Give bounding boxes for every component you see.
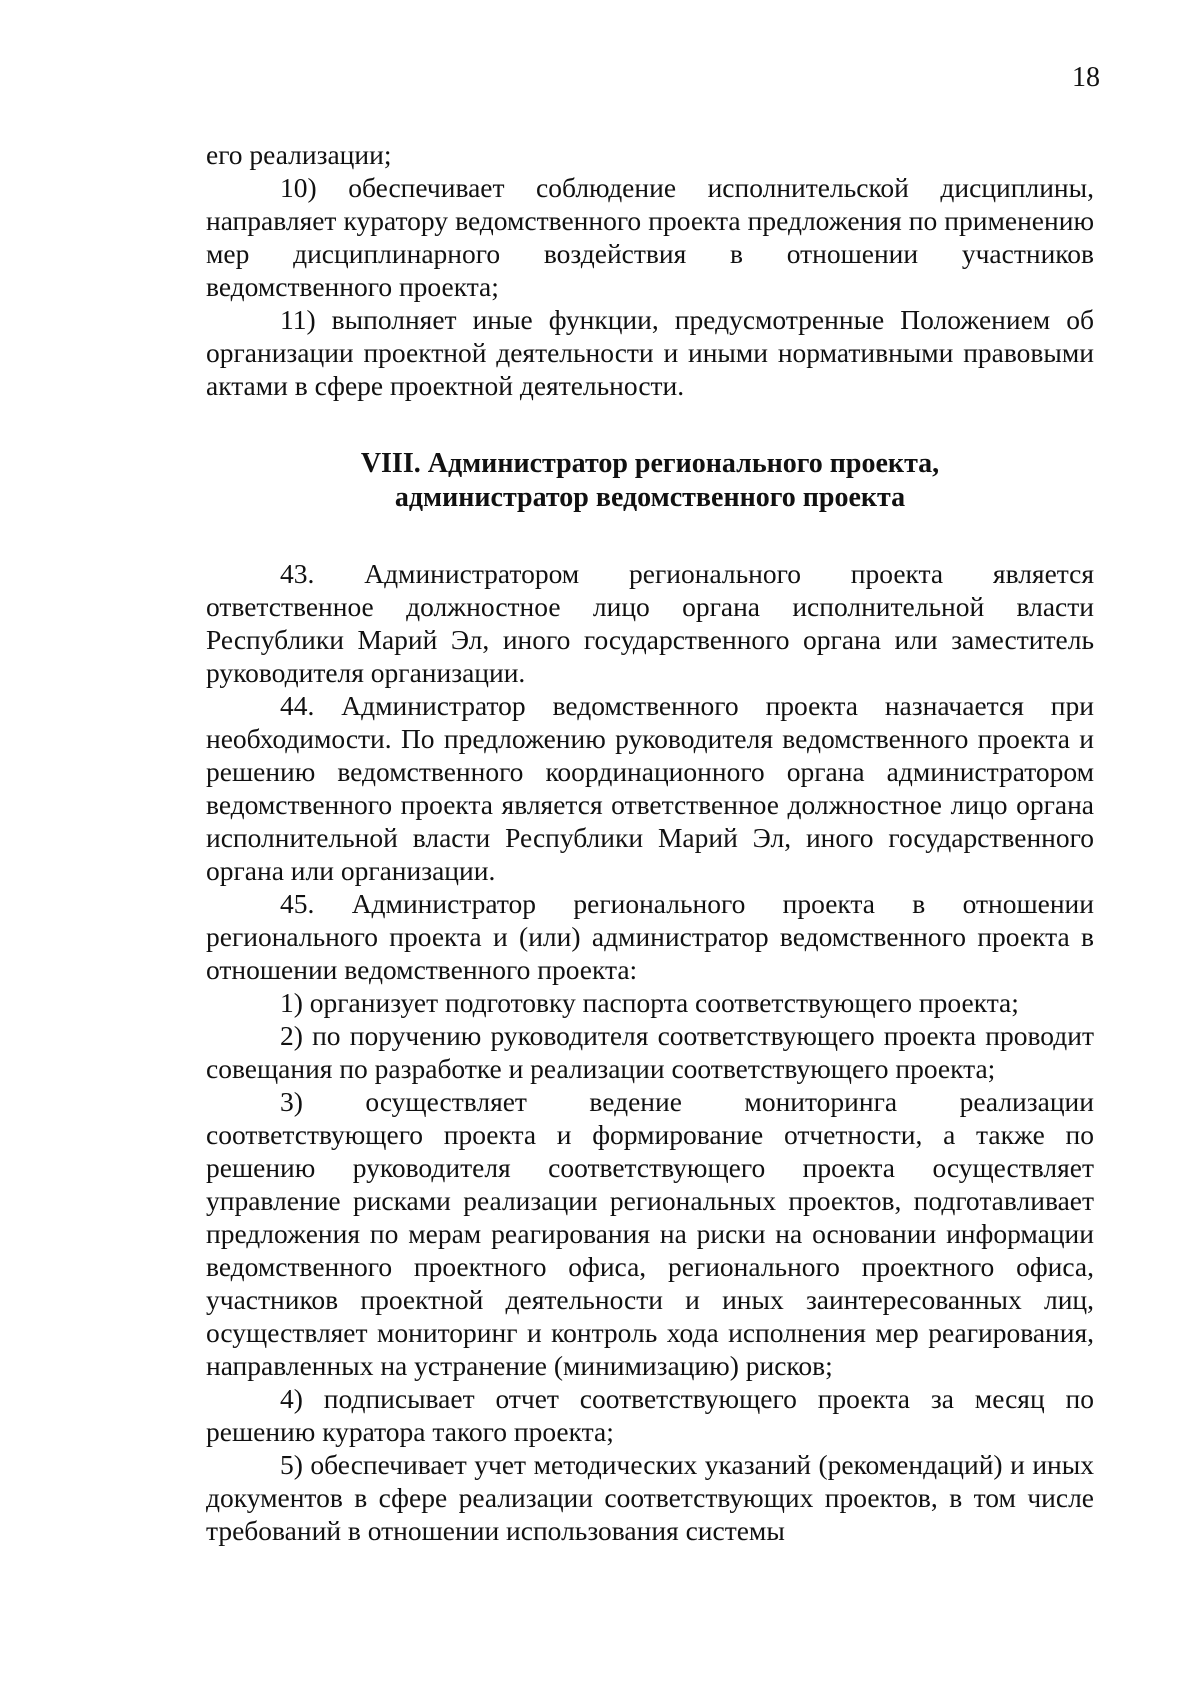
list-item: 3) осуществляет ведение мониторинга реализации соответствующего проекта и формирование отчетности, а также по решению руководителя соответствующего проекта осуществляет управление рисками реализации региональных проектов, подготавливает предложения по мерам реагирования на риски на основании информации ведомственного проектного офиса, регионального проектного офиса, участников проектной деятельности и иных заинтересованных лиц, осуществляет мониторинг и контроль хода исполнения мер реагирования, направленных на устранение (минимизацию) рисков;: [206, 1086, 1094, 1381]
section-heading: [206, 447, 1094, 515]
page-number: 18: [1072, 62, 1100, 93]
section-heading-line-1: VIII. Администратор регионального проекта,: [360, 448, 940, 479]
paragraph: 11) выполняет иные функции, предусмотренные Положением об организации проектной деятельности и иными нормативными правовыми актами в сфере проектной деятельности.: [206, 304, 1094, 401]
section-heading-line-2: администратор ведомственного проекта: [394, 482, 906, 513]
list-item: 2) по поручению руководителя соответствующего проекта проводит совещания по разработке и реализации соответствующего проекта;: [206, 1020, 1094, 1084]
list-item: 4) подписывает отчет соответствующего проекта за месяц по решению куратора такого проекта;: [206, 1383, 1094, 1447]
paragraph: 10) обеспечивает соблюдение исполнительской дисциплины, направляет куратору ведомственного проекта предложения по применению мер дисциплинарного воздействия в отношении участников ведомственного проекта;: [206, 172, 1094, 302]
list-item: 1) организует подготовку паспорта соответствующего проекта;: [280, 987, 1019, 1018]
paragraph: 44. Администратор ведомственного проекта назначается при необходимости. По предложению руководителя ведомственного проекта и решению ведомственного координационного органа администратором ведомственного проекта является ответственное должностное лицо органа исполнительной власти Республики Марий Эл, иного государственного органа или организации.: [206, 690, 1094, 886]
paragraph: его реализации;: [206, 139, 392, 170]
paragraph: 43. Администратором регионального проекта является ответственное должностное лицо органа исполнительной власти Республики Марий Эл, иного государственного органа или заместитель руководителя организации.: [206, 558, 1094, 688]
list-item: 5) обеспечивает учет методических указаний (рекомендаций) и иных документов в сфере реализации соответствующих проектов, в том числе требований в отношении использования системы: [206, 1449, 1094, 1546]
document-body: [206, 138, 1094, 1547]
paragraph: 45. Администратор регионального проекта в отношении регионального проекта и (или) администратор ведомственного проекта в отношении ведомственного проекта:: [206, 888, 1094, 985]
